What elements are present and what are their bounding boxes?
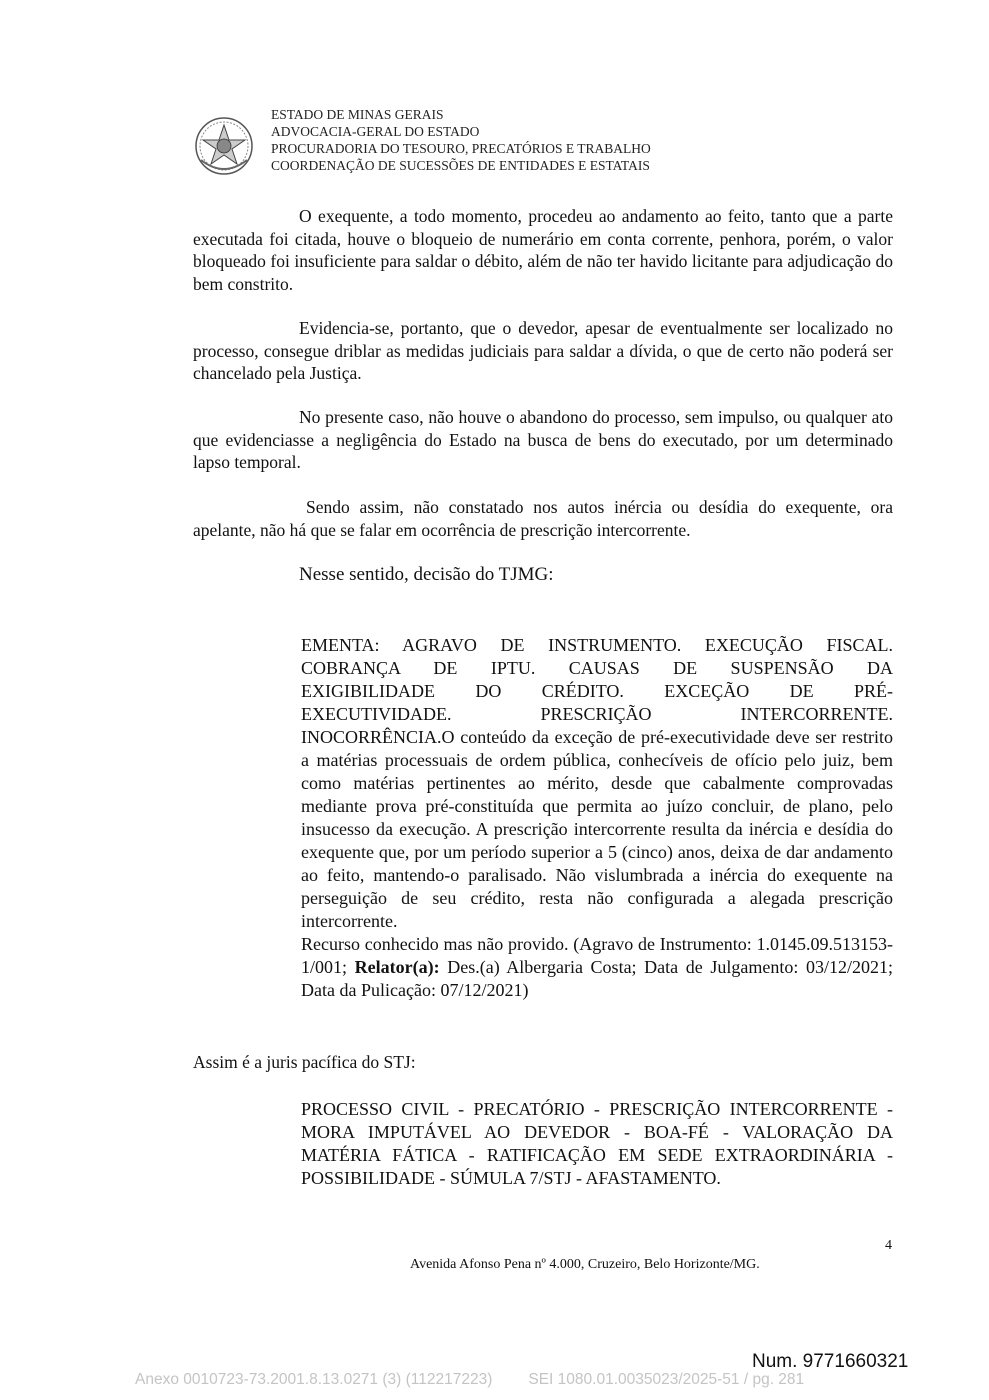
ementa-heading-line-1: EMENTA: AGRAVO DE INSTRUMENTO. EXECUÇÃO FISCAL. bbox=[301, 635, 893, 655]
letterhead-line-procuradoria: PROCURADORIA DO TESOURO, PRECATÓRIOS E TRABALHO bbox=[271, 141, 651, 156]
paragraph-2: Evidencia-se, portanto, que o devedor, apesar de eventualmente ser localizado no processo, consegue driblar as medidas judiciais para saldar a dívida, o que de certo não poderá ser chancelado pela Justiça. bbox=[193, 318, 893, 383]
paragraph-4: Sendo assim, não constatado nos autos inércia ou desídia do exequente, ora apelante, não há que se falar em ocorrência de prescrição intercorrente. bbox=[193, 497, 893, 540]
paragraph-3: No presente caso, não houve o abandono do processo, sem impulso, ou qualquer ato que evidenciasse a negligência do Estado na busca de bens do executado, por um determinado lapso temporal. bbox=[193, 407, 893, 472]
page-number: 4 bbox=[885, 1238, 892, 1253]
ementa-heading-line-3: EXIGIBILIDADE DO CRÉDITO. EXCEÇÃO DE PRÉ- bbox=[301, 681, 893, 701]
letterhead bbox=[271, 106, 651, 174]
letterhead-line-agency: ADVOCACIA-GERAL DO ESTADO bbox=[271, 124, 480, 139]
ementa-quote bbox=[301, 634, 893, 1002]
ementa-body: INOCORRÊNCIA.O conteúdo da exceção de pré-executividade deve ser restrito a matérias processuais de ordem pública, conhecíveis de ofício pelo juiz, bem como matérias pertinentes ao mérito, desde que cabalmente comprovadas mediante prova pré-constituída que permita ao juízo concluir, de plano, pelo insucesso da execução. A prescrição intercorrente resulta da inércia e desídia do exequente que, por um período superior a 5 (cinco) anos, deixa de dar andamento ao feito, mantendo-o paralisado. Não vislumbrada a inércia do exequente na perseguição de seu crédito, resta não configurada a alegada prescrição intercorrente. bbox=[301, 727, 893, 931]
ementa-ref-relator-label: Relator(a): bbox=[354, 957, 440, 977]
paragraph-1: O exequente, a todo momento, procedeu ao andamento ao feito, tanto que a parte executada foi citada, houve o bloqueio de numerário em conta corrente, penhora, porém, o valor bloqueado foi insuficiente para saldar o débito, além de não ter havido licitante para adjudicação do bem constrito. bbox=[193, 206, 893, 294]
coat-of-arms-seal-icon bbox=[193, 116, 255, 176]
ementa-ref-end: Des.(a) Albergaria Costa; Data de Julgamento: 03/12/2021; Data da Pulicação: 07/12/2021) bbox=[301, 957, 893, 1000]
ementa-ref-start: Recurso conhecido mas não provido. (Agravo de Instrumento: 1.0145.09.513153-1/001; bbox=[301, 934, 893, 977]
footer-address: Avenida Afonso Pena nº 4.000, Cruzeiro, Belo Horizonte/MG. bbox=[410, 1257, 760, 1272]
document-number: Num. 9771660321 bbox=[752, 1351, 909, 1372]
sei-stamp-process: SEI 1080.01.0035023/2025-51 / pg. 281 bbox=[528, 1371, 805, 1388]
ementa-heading-line-2: COBRANÇA DE IPTU. CAUSAS DE SUSPENSÃO DA bbox=[301, 658, 893, 678]
stj-quote bbox=[301, 1098, 893, 1190]
ementa-heading-line-4: EXECUTIVIDADE. PRESCRIÇÃO INTERCORRENTE. bbox=[301, 704, 893, 724]
lead-stj: Assim é a juris pacífica do STJ: bbox=[193, 1052, 416, 1072]
sei-stamp-annex: Anexo 0010723-73.2001.8.13.0271 (3) (112217223) bbox=[135, 1371, 493, 1388]
letterhead-line-state: ESTADO DE MINAS GERAIS bbox=[271, 107, 444, 122]
sei-stamp bbox=[135, 1371, 804, 1389]
lead-tjmg: Nesse sentido, decisão do TJMG: bbox=[299, 564, 554, 585]
stj-quote-text: PROCESSO CIVIL - PRECATÓRIO - PRESCRIÇÃO INTERCORRENTE - MORA IMPUTÁVEL AO DEVEDOR - BOA-FÉ - VALORAÇÃO DA MATÉRIA FÁTICA - RATIFICAÇÃO EM SEDE EXTRAORDINÁRIA - POSSIBILIDADE - SÚMULA 7/STJ - AFASTAMENTO. bbox=[301, 1099, 893, 1188]
ementa-reference bbox=[301, 933, 893, 1002]
letterhead-line-coordenacao: COORDENAÇÃO DE SUCESSÕES DE ENTIDADES E ESTATAIS bbox=[271, 158, 650, 173]
